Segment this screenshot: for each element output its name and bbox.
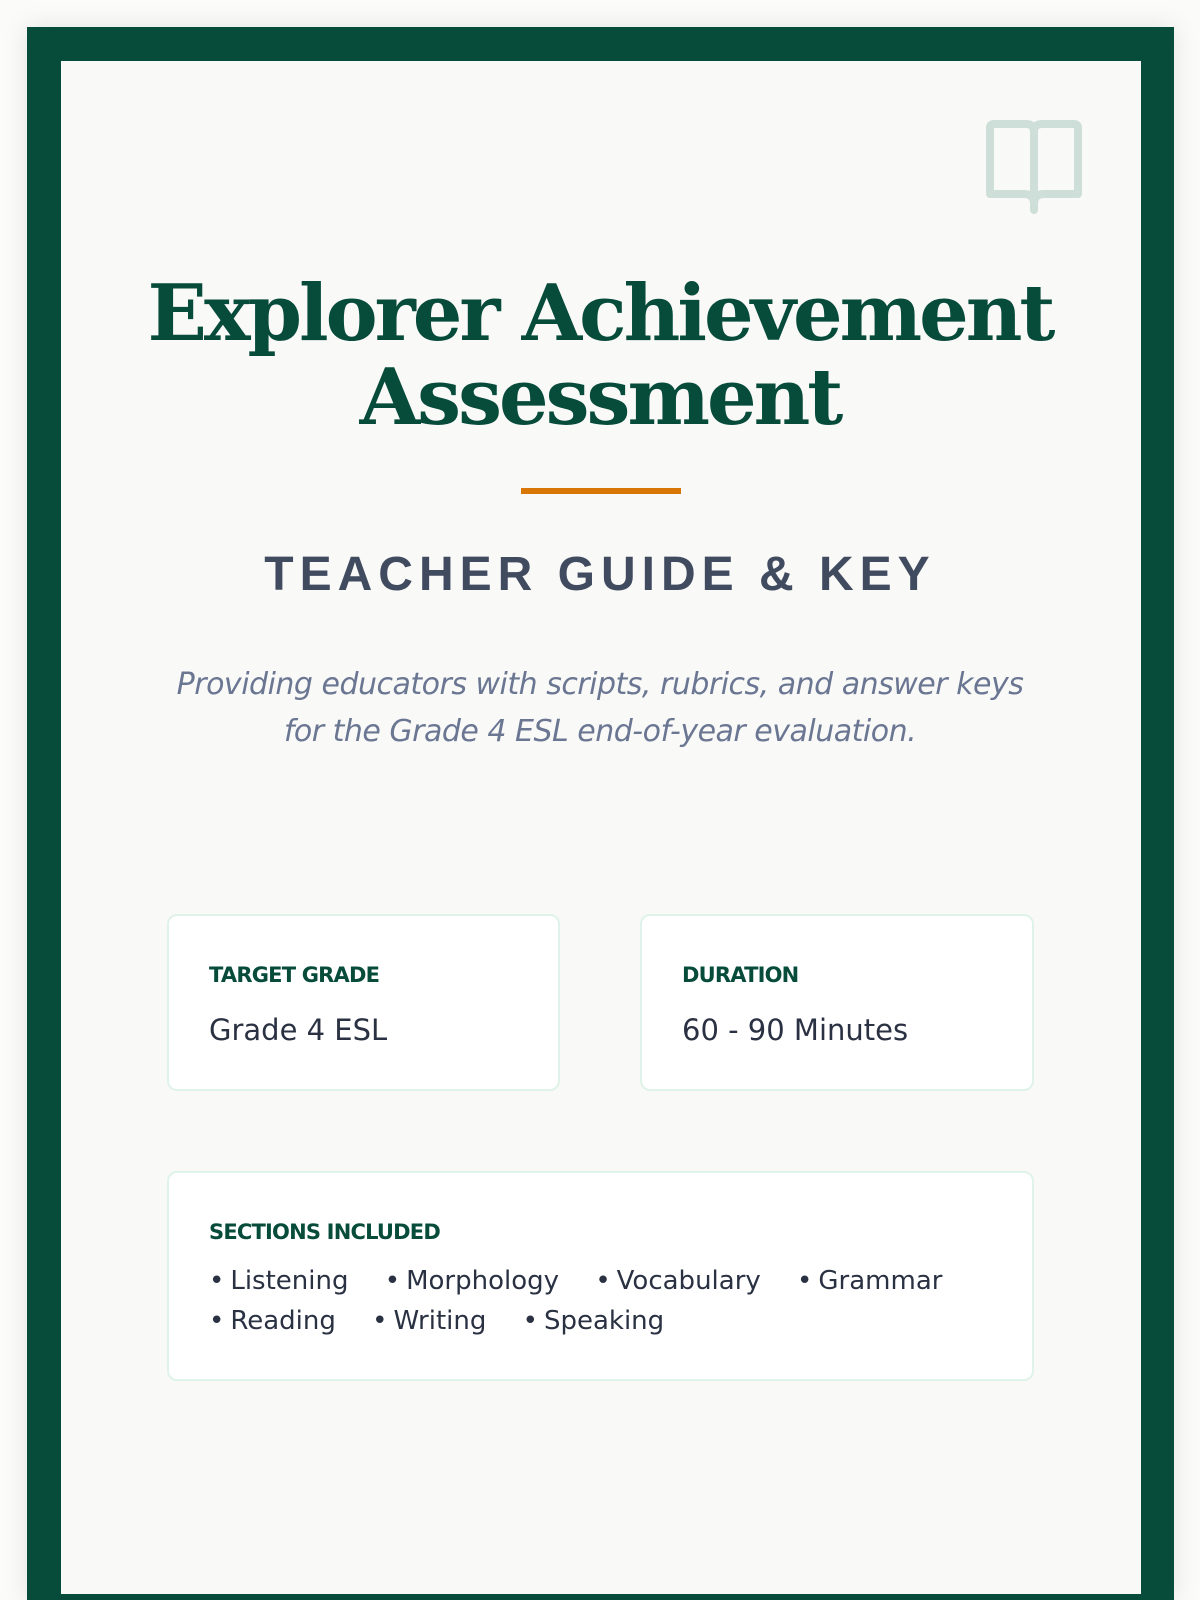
section-item-vocabulary: • Vocabulary [595,1261,760,1301]
sections-card [167,1171,1034,1381]
section-item-grammar: • Grammar [797,1261,942,1301]
title-divider [521,488,681,494]
section-item-morphology: • Morphology [385,1261,559,1301]
duration-card [640,914,1034,1091]
document-title: Explorer Achievement Assessment [147,268,1053,443]
target-grade-card [167,914,560,1091]
sections-list [209,1261,989,1341]
document-subtitle: TEACHER GUIDE & KEY [264,548,936,601]
section-item-speaking: • Speaking [523,1301,665,1341]
sections-label: SECTIONS INCLUDED [209,1220,440,1244]
open-book-icon [982,118,1086,214]
target-grade-label: TARGET GRADE [209,963,380,987]
target-grade-value: Grade 4 ESL [209,1013,388,1047]
section-item-listening: • Listening [209,1261,348,1301]
section-item-writing: • Writing [372,1301,486,1341]
document-description: Providing educators with scripts, rubrics, and answer keys for the Grade 4 ESL end-of-year evaluation. [176,667,1024,749]
duration-label: DURATION [682,963,799,987]
section-item-reading: • Reading [209,1301,336,1341]
duration-value: 60 - 90 Minutes [682,1013,909,1047]
